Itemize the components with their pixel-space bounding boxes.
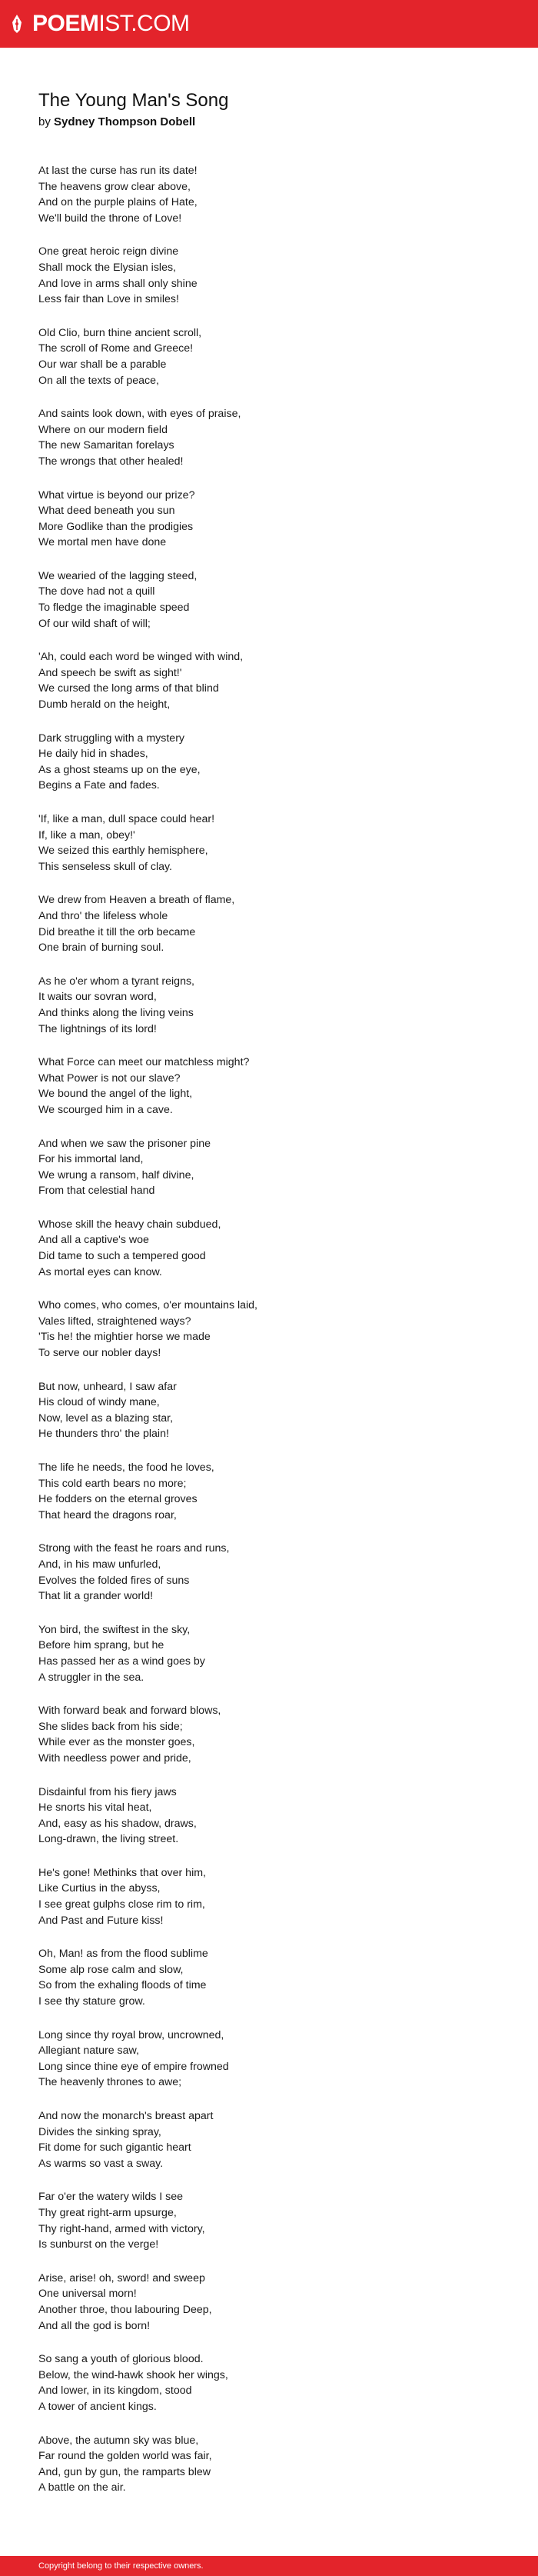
poem-line: Our war shall be a parable bbox=[38, 358, 167, 371]
poem-line: Arise, arise! oh, sword! and sweep bbox=[38, 2271, 205, 2284]
poem-line: 'Ah, could each word be winged with wind, bbox=[38, 651, 244, 664]
poem-line: Evolves the folded fires of suns bbox=[38, 1574, 190, 1587]
poem-line: Is sunburst on the verge! bbox=[38, 2238, 159, 2251]
stanza bbox=[38, 974, 538, 1037]
poem-line: As he o'er whom a tyrant reigns, bbox=[38, 975, 195, 988]
logo-text-light: IST.COM bbox=[98, 11, 190, 36]
stanza bbox=[38, 1785, 538, 1848]
poem-line: Above, the autumn sky was blue, bbox=[38, 2434, 199, 2447]
byline bbox=[38, 115, 538, 128]
poem-line: And speech be swift as sight!' bbox=[38, 666, 182, 679]
poem-line: On all the texts of peace, bbox=[38, 374, 159, 387]
stanza bbox=[38, 2028, 538, 2091]
poem-line: We'll build the throne of Love! bbox=[38, 212, 182, 225]
poem-line: With needless power and pride, bbox=[38, 1751, 191, 1765]
poem-line: We scourged him in a cave. bbox=[38, 1103, 173, 1116]
poem-line: A tower of ancient kings. bbox=[38, 2400, 157, 2413]
poem-line: What Power is not our slave? bbox=[38, 1071, 181, 1085]
poem-line: If, like a man, obey!' bbox=[38, 828, 135, 841]
poem-line: And thinks along the living veins bbox=[38, 1006, 194, 1019]
poem-line: And on the purple plains of Hate, bbox=[38, 196, 198, 209]
poem-line: He daily hid in shades, bbox=[38, 748, 148, 761]
site-footer bbox=[0, 2556, 538, 2576]
site-header bbox=[0, 0, 538, 48]
poem-line: And thro' the lifeless whole bbox=[38, 909, 168, 922]
poem-line: The wrongs that other healed! bbox=[38, 455, 184, 468]
stanza bbox=[38, 649, 538, 712]
poem-line: What deed beneath you sun bbox=[38, 505, 175, 518]
poem-content bbox=[0, 48, 538, 2496]
stanza bbox=[38, 1865, 538, 1928]
poem-line: And now the monarch's breast apart bbox=[38, 2110, 214, 2122]
poem-line: What virtue is beyond our prize? bbox=[38, 488, 195, 502]
stanza bbox=[38, 488, 538, 551]
stanza bbox=[38, 1379, 538, 1442]
poem-line: As warms so vast a sway. bbox=[38, 2157, 164, 2170]
poem-line: Far o'er the watery wilds I see bbox=[38, 2191, 184, 2204]
poem-line: We drew from Heaven a breath of flame, bbox=[38, 894, 235, 907]
stanza bbox=[38, 2108, 538, 2171]
poem-line: For his immortal land, bbox=[38, 1153, 144, 1166]
poem-title: The Young Man's Song bbox=[38, 90, 229, 111]
stanza bbox=[38, 892, 538, 955]
poem-line: Of our wild shaft of will; bbox=[38, 617, 151, 630]
poem-line: Now, level as a blazing star, bbox=[38, 1411, 174, 1425]
poem-line: Whose skill the heavy chain subdued, bbox=[38, 1218, 221, 1231]
poem-line: Less fair than Love in smiles! bbox=[38, 293, 179, 306]
poem-line: As a ghost steams up on the eye, bbox=[38, 763, 201, 776]
poem-line: I see great gulphs close rim to rim, bbox=[38, 1898, 205, 1911]
poem-line: We mortal men have done bbox=[38, 536, 167, 549]
byline-prefix: by bbox=[38, 115, 55, 128]
poem-line: 'Tis he! the mightier horse we made bbox=[38, 1331, 211, 1344]
poem-line: Divides the sinking spray, bbox=[38, 2125, 161, 2138]
stanza bbox=[38, 2433, 538, 2496]
poem-line: And all a captive's woe bbox=[38, 1234, 149, 1247]
poem-line: Another throe, thou labouring Deep, bbox=[38, 2303, 212, 2316]
poem-line: We bound the angel of the light, bbox=[38, 1088, 193, 1101]
stanza bbox=[38, 1703, 538, 1766]
poem-line: That heard the dragons roar, bbox=[38, 1508, 177, 1521]
poem-line: Has passed her as a wind goes by bbox=[38, 1655, 205, 1668]
poem-line: Old Clio, burn thine ancient scroll, bbox=[38, 326, 202, 339]
poem-line: He snorts his vital heat, bbox=[38, 1801, 152, 1815]
poem-line: Did breathe it till the orb became bbox=[38, 925, 196, 938]
poem-line: The heavens grow clear above, bbox=[38, 180, 191, 193]
site-logo[interactable] bbox=[6, 12, 190, 35]
stanza bbox=[38, 568, 538, 632]
quill-pen-icon bbox=[6, 13, 28, 35]
poem-line: Before him sprang, but he bbox=[38, 1639, 164, 1652]
stanza bbox=[38, 2271, 538, 2334]
poem-line: So sang a youth of glorious blood. bbox=[38, 2353, 204, 2366]
poem-line: Long since thine eye of empire frowned bbox=[38, 2060, 229, 2073]
poem-line: Yon bird, the swiftest in the sky, bbox=[38, 1623, 191, 1636]
poem-line: Thy right-hand, armed with victory, bbox=[38, 2222, 205, 2235]
poem-line: This cold earth bears no more; bbox=[38, 1477, 187, 1490]
poem-line: And, in his maw unfurled, bbox=[38, 1558, 161, 1571]
poem-line: And all the god is born! bbox=[38, 2319, 151, 2332]
poem-line: We wearied of the lagging steed, bbox=[38, 569, 198, 582]
stanza bbox=[38, 406, 538, 469]
stanza bbox=[38, 325, 538, 388]
poem-line: Begins a Fate and fades. bbox=[38, 779, 160, 792]
stanza bbox=[38, 1298, 538, 1361]
poem-line: We wrung a ransom, half divine, bbox=[38, 1168, 194, 1181]
poem-line: The dove had not a quill bbox=[38, 585, 155, 598]
poem-line: So from the exhaling floods of time bbox=[38, 1979, 207, 1992]
poem-line: And Past and Future kiss! bbox=[38, 1914, 164, 1927]
stanza bbox=[38, 2189, 538, 2252]
stanza bbox=[38, 1460, 538, 1523]
poem-line: And when we saw the prisoner pine bbox=[38, 1137, 211, 1150]
poem-line: He thunders thro' the plain! bbox=[38, 1428, 169, 1441]
poem-line: Where on our modern field bbox=[38, 423, 168, 436]
poem-line: The life he needs, the food he loves, bbox=[38, 1461, 214, 1474]
poem-line: One brain of burning soul. bbox=[38, 941, 164, 955]
stanza bbox=[38, 163, 538, 226]
poem-line: It waits our sovran word, bbox=[38, 991, 157, 1004]
poem-line: Did tame to such a tempered good bbox=[38, 1250, 206, 1263]
poem-line: A battle on the air. bbox=[38, 2481, 126, 2494]
poem-line: Below, the wind-hawk shook her wings, bbox=[38, 2368, 228, 2381]
poem-line: Vales lifted, straightened ways? bbox=[38, 1315, 191, 1328]
poem-line: Who comes, who comes, o'er mountains laid, bbox=[38, 1299, 258, 1312]
poem-line: This senseless skull of clay. bbox=[38, 860, 172, 873]
poem-line: Disdainful from his fiery jaws bbox=[38, 1785, 177, 1798]
poem-line: He's gone! Methinks that over him, bbox=[38, 1866, 206, 1879]
poem-line: That lit a grander world! bbox=[38, 1590, 154, 1603]
poem-line: And lower, in its kingdom, stood bbox=[38, 2384, 192, 2398]
poem-line: One great heroic reign divine bbox=[38, 245, 179, 258]
poem-line: He fodders on the eternal groves bbox=[38, 1493, 198, 1506]
stanza bbox=[38, 1136, 538, 1199]
poem-line: 'If, like a man, dull space could hear! bbox=[38, 813, 215, 825]
poem-line: Allegiant nature saw, bbox=[38, 2044, 139, 2058]
stanza bbox=[38, 1622, 538, 1685]
poem-line: Long since thy royal brow, uncrowned, bbox=[38, 2028, 224, 2041]
poem-line: What Force can meet our matchless might? bbox=[38, 1056, 250, 1069]
poem-line: We seized this earthly hemisphere, bbox=[38, 845, 208, 858]
poem-line: Long-drawn, the living street. bbox=[38, 1833, 179, 1846]
poem-line: And saints look down, with eyes of praise, bbox=[38, 408, 241, 421]
stanza bbox=[38, 2351, 538, 2414]
poem-line: And love in arms shall only shine bbox=[38, 277, 198, 290]
poem-line: One universal morn! bbox=[38, 2288, 137, 2301]
poem-line: The new Samaritan forelays bbox=[38, 439, 174, 452]
stanza bbox=[38, 1055, 538, 1118]
stanza bbox=[38, 1541, 538, 1604]
stanza bbox=[38, 1946, 538, 2009]
stanza bbox=[38, 1217, 538, 1280]
stanza bbox=[38, 731, 538, 794]
poem-line: A struggler in the sea. bbox=[38, 1671, 144, 1684]
poem-line: Fit dome for such gigantic heart bbox=[38, 2141, 191, 2154]
poem-line: Shall mock the Elysian isles, bbox=[38, 261, 176, 274]
author-name[interactable]: Sydney Thompson Dobell bbox=[54, 115, 196, 128]
poem-line: Some alp rose calm and slow, bbox=[38, 1963, 184, 1976]
poem-line: More Godlike than the prodigies bbox=[38, 520, 194, 533]
poem-line: And, gun by gun, the ramparts blew bbox=[38, 2465, 211, 2478]
poem-line: We cursed the long arms of that blind bbox=[38, 682, 219, 695]
poem-line: The scroll of Rome and Greece! bbox=[38, 342, 194, 355]
poem-line: As mortal eyes can know. bbox=[38, 1265, 162, 1278]
stanza bbox=[38, 811, 538, 875]
poem-line: I see thy stature grow. bbox=[38, 1995, 145, 2008]
poem-line: Strong with the feast he roars and runs, bbox=[38, 1542, 230, 1555]
poem-line: But now, unheard, I saw afar bbox=[38, 1380, 177, 1393]
poem-line: At last the curse has run its date! bbox=[38, 165, 198, 177]
poem-line: To serve our nobler days! bbox=[38, 1347, 161, 1360]
stanza bbox=[38, 244, 538, 307]
poem-line: And, easy as his shadow, draws, bbox=[38, 1817, 197, 1830]
poem-line: To fledge the imaginable speed bbox=[38, 602, 190, 615]
poem-line: Far round the golden world was fair, bbox=[38, 2450, 212, 2463]
poem-line: Dumb herald on the height, bbox=[38, 698, 171, 711]
poem-line: Thy great right-arm upsurge, bbox=[38, 2206, 177, 2219]
poem-line: The heavenly thrones to awe; bbox=[38, 2076, 182, 2089]
copyright-text: Copyright belong to their respective owners. bbox=[38, 2561, 204, 2571]
poem-line: While ever as the monster goes, bbox=[38, 1736, 195, 1749]
logo-text-strong: POEM bbox=[32, 11, 99, 36]
poem-line: His cloud of windy mane, bbox=[38, 1396, 160, 1409]
poem-line: Dark struggling with a mystery bbox=[38, 731, 185, 745]
poem-line: Oh, Man! as from the flood sublime bbox=[38, 1948, 208, 1961]
logo-text bbox=[32, 12, 190, 35]
poem-line: Like Curtius in the abyss, bbox=[38, 1882, 161, 1895]
poem-line: From that celestial hand bbox=[38, 1185, 155, 1198]
poem-body bbox=[38, 163, 538, 2496]
poem-line: The lightnings of its lord! bbox=[38, 1022, 157, 1035]
poem-line: With forward beak and forward blows, bbox=[38, 1705, 221, 1718]
poem-line: She slides back from his side; bbox=[38, 1720, 183, 1733]
